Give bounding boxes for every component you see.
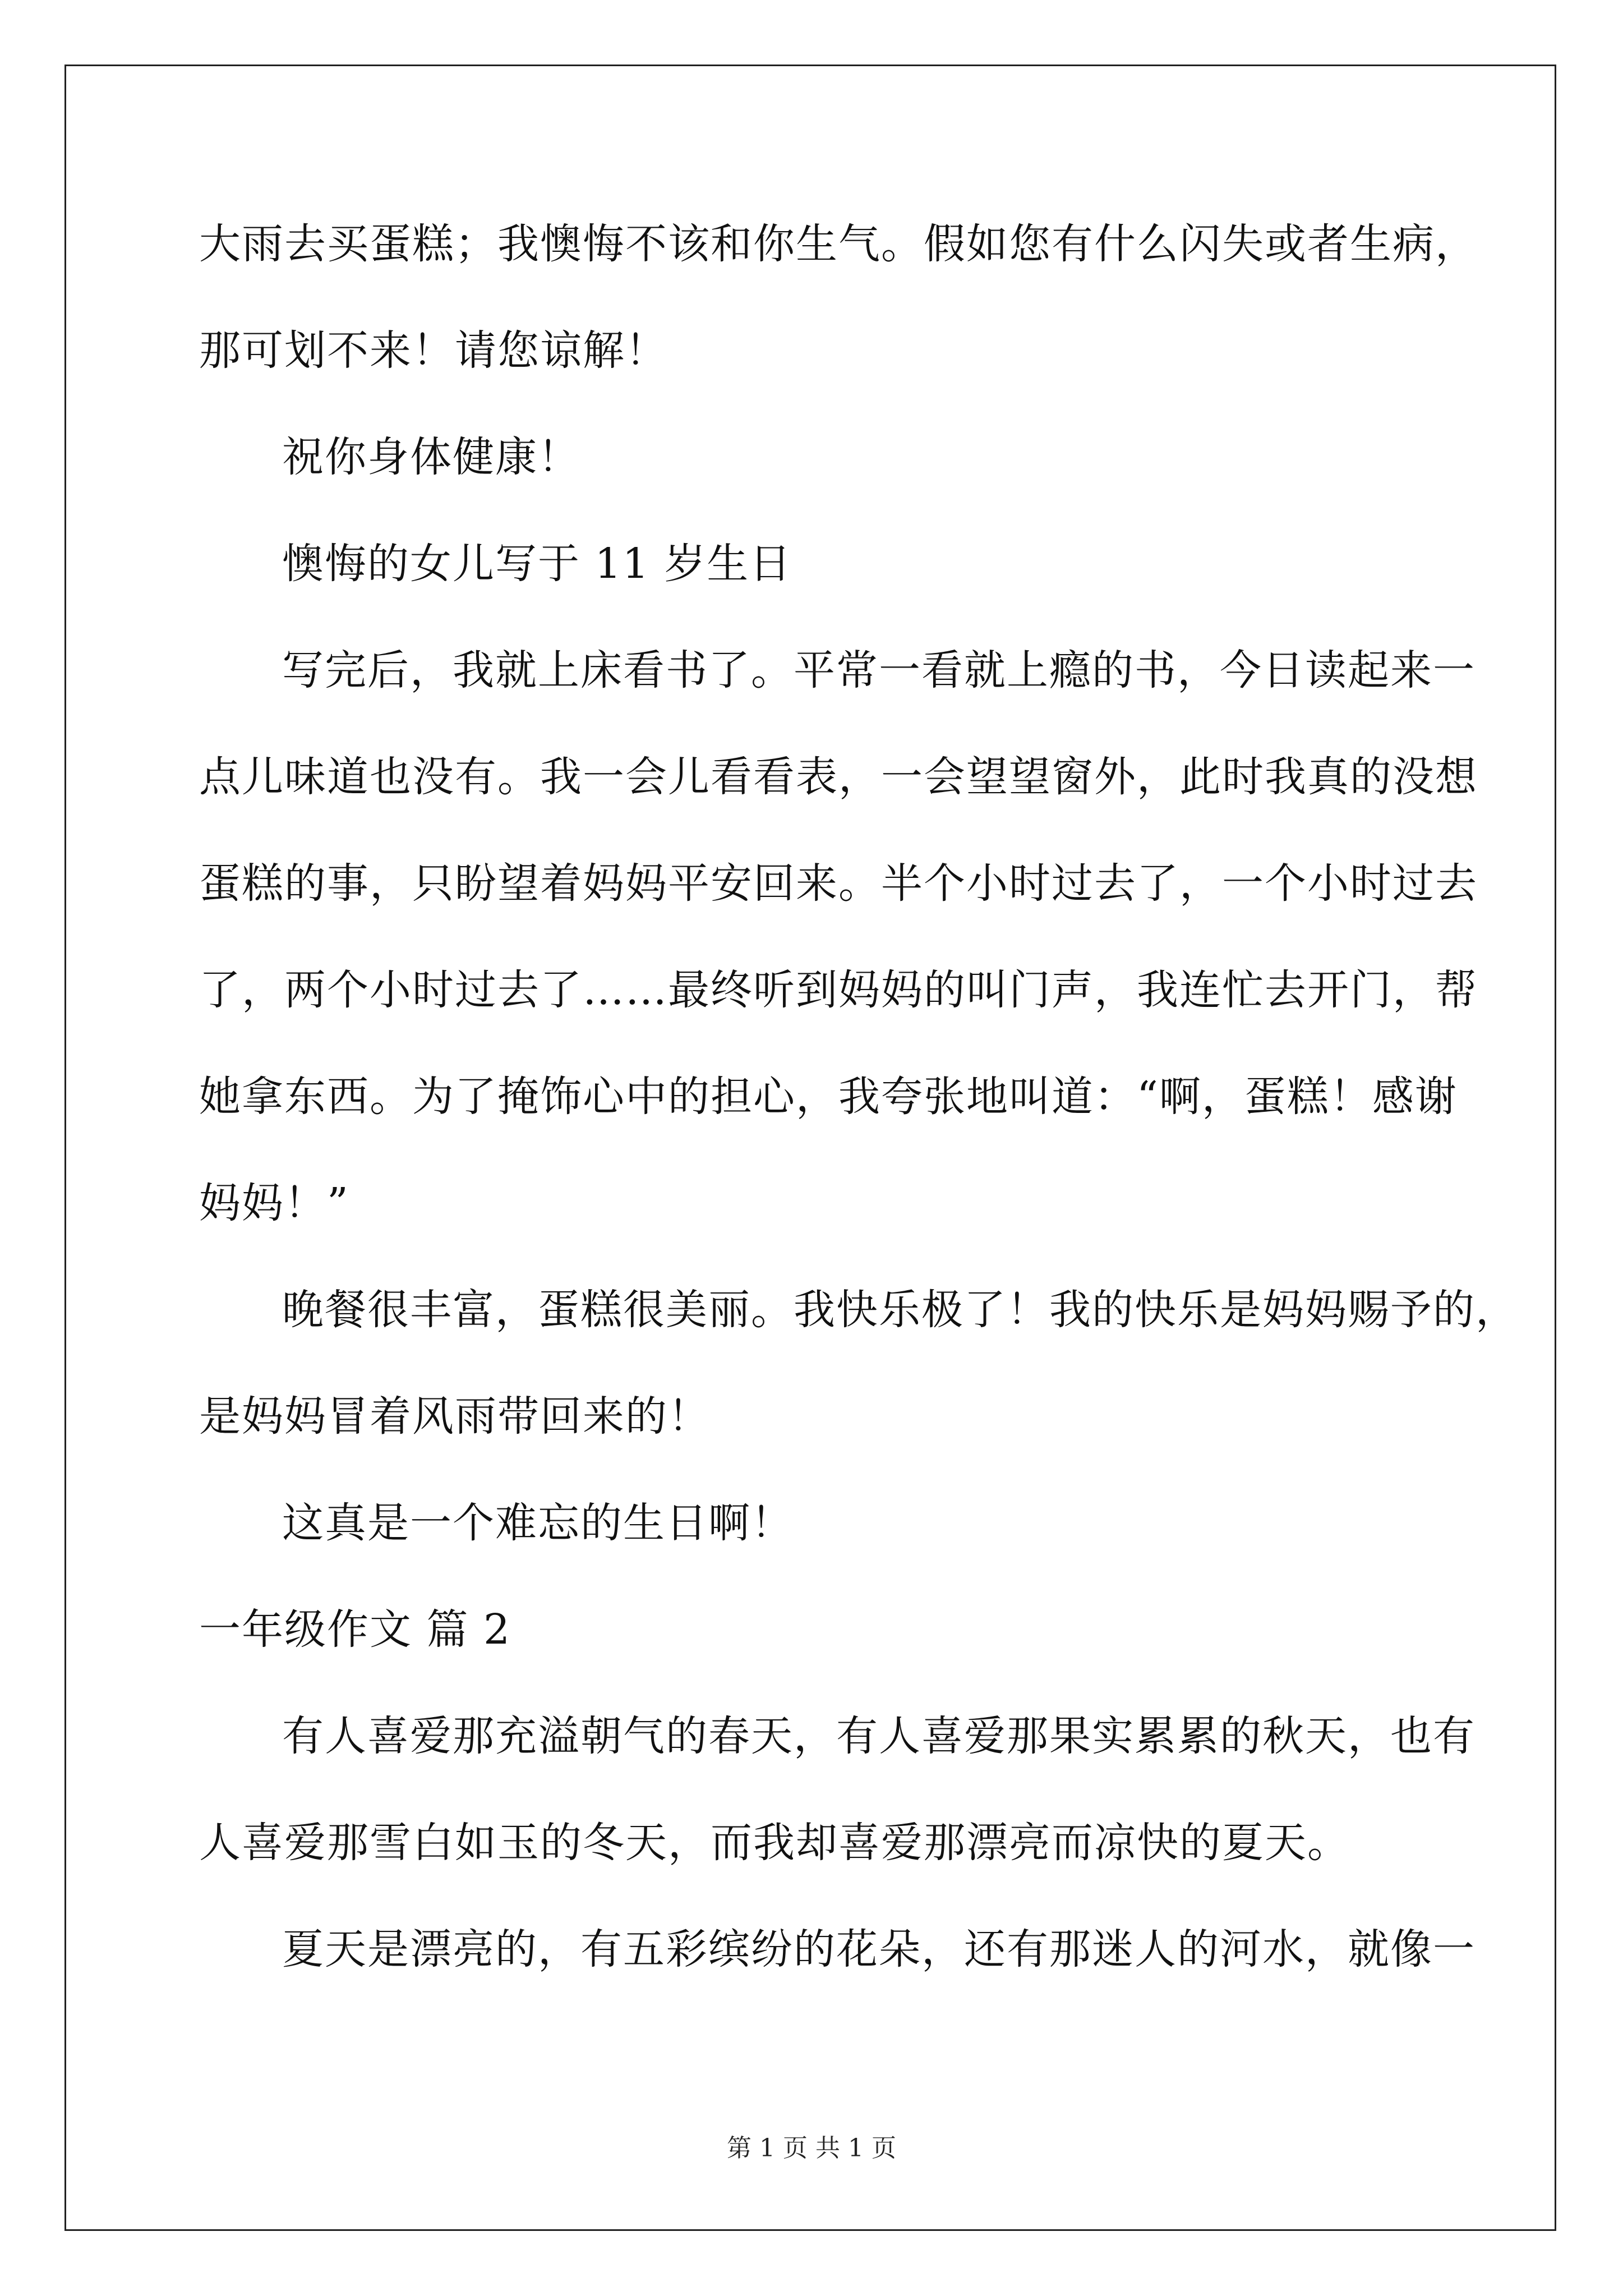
text-line: 蛋糕的事，只盼望着妈妈平安回来。半个小时过去了，一个小时过去 (199, 859, 1478, 908)
text-line: 写完后，我就上床看书了。平常一看就上瘾的书，今日读起来一 (282, 646, 1476, 694)
text-line: 祝你身体健康！ (282, 433, 580, 481)
text-line: 这真是一个难忘的生日啊！ (282, 1499, 794, 1547)
section-heading: 一年级作文 篇 2 (199, 1605, 511, 1654)
text-line: 人喜爱那雪白如玉的冬天，而我却喜爱那漂亮而凉快的夏天。 (199, 1819, 1350, 1867)
text-line: 是妈妈冒着风雨带回来的！ (199, 1392, 711, 1441)
page-footer: 第 1 页 共 1 页 (727, 2134, 896, 2162)
text-line: 了，两个小时过去了……最终听到妈妈的叫门声，我连忙去开门，帮 (199, 966, 1478, 1014)
text-line: 点儿味道也没有。我一会儿看看表，一会望望窗外，此时我真的没想 (199, 753, 1478, 801)
page-border (64, 65, 1556, 2231)
text-line: 夏天是漂亮的，有五彩缤纷的花朵，还有那迷人的河水，就像一 (282, 1925, 1476, 1973)
text-line: 有人喜爱那充溢朝气的春天，有人喜爱那果实累累的秋天，也有 (282, 1712, 1476, 1760)
text-line: 晚餐很丰富，蛋糕很美丽。我快乐极了！我的快乐是妈妈赐予的， (282, 1286, 1518, 1334)
text-line: 大雨去买蛋糕；我懊悔不该和你生气。假如您有什么闪失或者生病， (199, 220, 1478, 268)
text-line: 懊悔的女儿写于 11 岁生日 (282, 540, 792, 588)
text-line: 她拿东西。为了掩饰心中的担心，我夸张地叫道：“啊，蛋糕！感谢 (199, 1073, 1458, 1121)
text-line: 那可划不来！请您谅解！ (199, 326, 668, 375)
text-line: 妈妈！” (199, 1179, 349, 1227)
